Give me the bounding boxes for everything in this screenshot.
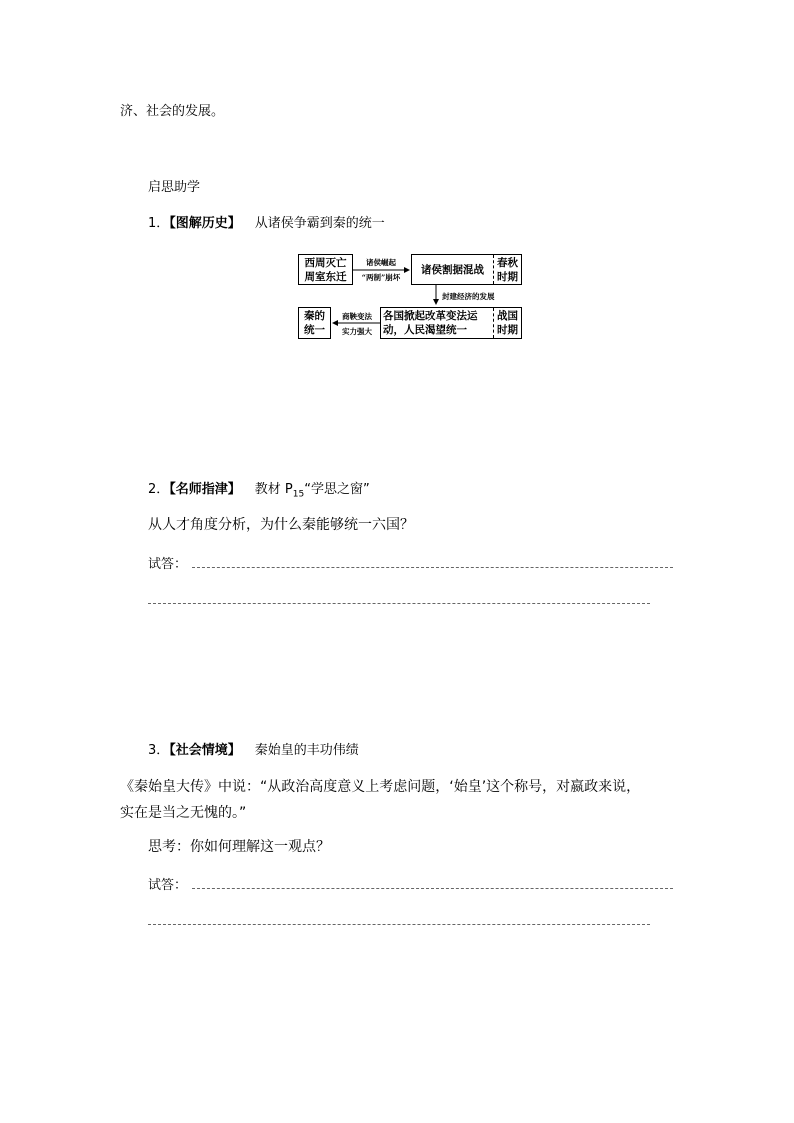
q3-tag: 【社会情境】 <box>169 743 241 758</box>
q3-quote-line2: 实在是当之无愧的。” <box>120 805 247 821</box>
box1-line2: 周室东迁 <box>304 270 347 283</box>
q2-answer-line-2[interactable] <box>148 603 650 604</box>
box3-side-line1: 战国 <box>497 310 518 322</box>
box2-side-line1: 春秋 <box>497 256 518 269</box>
q2-question: 从人才角度分析，为什么秦能够统一六国？ <box>148 517 414 533</box>
q2-title-sub: 15 <box>292 489 305 500</box>
q2-answer-line-1[interactable] <box>192 567 673 568</box>
q3-number: 3． <box>148 743 170 758</box>
box3-line1: 各国掀起改革变法运 <box>383 310 478 322</box>
q2-title-suffix: “学思之窗” <box>304 482 370 497</box>
box2-side-line2: 时期 <box>497 270 518 283</box>
q3-quote-line1: 《秦始皇大传》中说：“从政治高度意义上考虑问题，‘始皇’这个称号，对嬴政来说， <box>120 779 641 795</box>
q2-answer-label: 试答： <box>148 557 188 572</box>
box-spring-autumn <box>411 254 522 285</box>
box1-line1: 西周灭亡 <box>304 256 347 269</box>
box4-line1: 秦的 <box>304 310 325 322</box>
box-warring-states <box>380 307 522 339</box>
box3-line2: 动，人民渴望统一 <box>383 324 467 336</box>
arrow1-top-label: 诸侯崛起 <box>366 258 396 267</box>
box4-line2: 统一 <box>304 324 325 336</box>
q3-heading <box>148 739 359 758</box>
q3-title: 秦始皇的丰功伟绩 <box>254 743 359 758</box>
intro-tail-text: 济、社会的发展。 <box>120 104 225 119</box>
q3-question: 思考：你如何理解这一观点？ <box>148 839 330 855</box>
q2-number: 2． <box>148 482 170 497</box>
box2-main: 诸侯割据混战 <box>421 263 484 276</box>
q1-number: 1． <box>148 216 170 231</box>
q2-heading <box>148 478 370 500</box>
q2-title-prefix: 教材 P <box>254 482 293 497</box>
q2-tag: 【名师指津】 <box>169 482 241 497</box>
q3-answer-label: 试答： <box>148 878 188 893</box>
arrow2-top-label: 商鞅变法 <box>342 312 372 321</box>
arrow2-bottom-label: 实力强大 <box>342 327 372 336</box>
box3-side-line2: 时期 <box>497 324 518 336</box>
arrow-down-label: 封建经济的发展 <box>442 292 495 301</box>
q1-title: 从诸侯争霸到秦的统一 <box>254 216 385 231</box>
q1-tag: 【图解历史】 <box>169 216 241 231</box>
q3-answer-line-2[interactable] <box>148 924 650 925</box>
section-title: 启思助学 <box>148 180 201 195</box>
q3-answer-line-1[interactable] <box>192 888 673 889</box>
arrow1-bottom-label: “两制”崩坏 <box>361 273 401 282</box>
diagram-arrows <box>0 0 794 400</box>
box-qin-unification <box>298 307 331 339</box>
